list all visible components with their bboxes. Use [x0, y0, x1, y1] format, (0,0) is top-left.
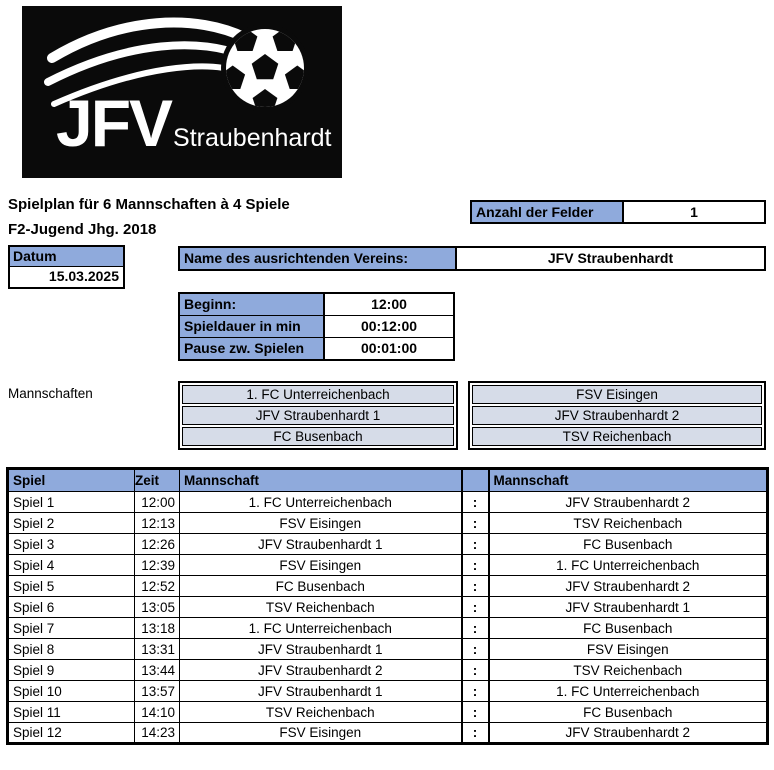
logo-wordmark — [56, 86, 332, 160]
team-cell: JFV Straubenhardt 1 — [182, 406, 454, 425]
page-title: Spielplan für 6 Mannschaften à 4 Spiele — [8, 196, 290, 213]
match-time-cell: 14:23 — [135, 723, 180, 744]
away-team-cell: FC Busenbach — [489, 702, 768, 723]
home-team-cell: FSV Eisingen — [180, 723, 462, 744]
match-number-cell: Spiel 8 — [8, 639, 135, 660]
match-time-cell: 12:39 — [135, 555, 180, 576]
away-team-cell: TSV Reichenbach — [489, 513, 768, 534]
match-number-cell: Spiel 6 — [8, 597, 135, 618]
date-value: 15.03.2025 — [10, 267, 123, 287]
home-team-cell: 1. FC Unterreichenbach — [180, 618, 462, 639]
home-team-cell: TSV Reichenbach — [180, 702, 462, 723]
score-separator: : — [462, 639, 489, 660]
match-number-cell: Spiel 2 — [8, 513, 135, 534]
match-number-cell: Spiel 10 — [8, 681, 135, 702]
schedule-row — [8, 702, 768, 723]
away-team-cell: FC Busenbach — [489, 534, 768, 555]
team-cell: JFV Straubenhardt 2 — [472, 406, 762, 425]
settings-row-duration — [180, 316, 453, 338]
match-number-cell: Spiel 5 — [8, 576, 135, 597]
away-team-cell: TSV Reichenbach — [489, 660, 768, 681]
match-time-cell: 12:26 — [135, 534, 180, 555]
logo-club-name: Straubenhardt — [173, 124, 332, 152]
home-team-cell: JFV Straubenhardt 1 — [180, 681, 462, 702]
header-spiel: Spiel — [8, 469, 135, 492]
schedule-row — [8, 618, 768, 639]
score-separator: : — [462, 492, 489, 513]
score-separator: : — [462, 534, 489, 555]
duration-label: Spieldauer in min — [180, 316, 325, 337]
schedule-row — [8, 576, 768, 597]
match-number-cell: Spiel 9 — [8, 660, 135, 681]
begin-label: Beginn: — [180, 294, 325, 315]
match-time-cell: 13:18 — [135, 618, 180, 639]
date-box — [8, 245, 125, 289]
match-number-cell: Spiel 4 — [8, 555, 135, 576]
settings-box — [178, 292, 455, 361]
swoosh-line-1 — [52, 23, 246, 58]
score-separator: : — [462, 681, 489, 702]
away-team-cell: FSV Eisingen — [489, 639, 768, 660]
home-team-cell: FC Busenbach — [180, 576, 462, 597]
header-separator — [462, 469, 489, 492]
home-team-cell: JFV Straubenhardt 1 — [180, 639, 462, 660]
home-team-cell: FSV Eisingen — [180, 555, 462, 576]
duration-value: 00:12:00 — [325, 316, 453, 337]
match-number-cell: Spiel 1 — [8, 492, 135, 513]
date-label: Datum — [10, 247, 123, 267]
header-mannschaft-away: Mannschaft — [489, 469, 768, 492]
match-time-cell: 13:57 — [135, 681, 180, 702]
match-number-cell: Spiel 7 — [8, 618, 135, 639]
away-team-cell: JFV Straubenhardt 2 — [489, 576, 768, 597]
settings-row-begin — [180, 294, 453, 316]
match-number-cell: Spiel 12 — [8, 723, 135, 744]
home-team-cell: TSV Reichenbach — [180, 597, 462, 618]
fields-count-value: 1 — [624, 202, 764, 222]
logo-abbr: JFV — [56, 86, 172, 160]
away-team-cell: JFV Straubenhardt 2 — [489, 723, 768, 744]
schedule-body — [8, 492, 768, 744]
pause-value: 00:01:00 — [325, 338, 453, 359]
header-mannschaft-home: Mannschaft — [180, 469, 462, 492]
fields-count-box — [470, 200, 766, 224]
schedule-header-row — [8, 469, 768, 492]
match-time-cell: 13:44 — [135, 660, 180, 681]
match-number-cell: Spiel 11 — [8, 702, 135, 723]
schedule-row — [8, 534, 768, 555]
swoosh-line-2 — [48, 45, 244, 82]
schedule-row — [8, 723, 768, 744]
team-cell: TSV Reichenbach — [472, 427, 762, 446]
team-cell: FSV Eisingen — [472, 385, 762, 404]
match-time-cell: 13:31 — [135, 639, 180, 660]
away-team-cell: FC Busenbach — [489, 618, 768, 639]
teams-section-label: Mannschaften — [8, 386, 93, 401]
settings-row-pause — [180, 338, 453, 359]
schedule-row — [8, 639, 768, 660]
score-separator: : — [462, 576, 489, 597]
teams-left-box — [178, 381, 458, 450]
host-club-box — [178, 246, 766, 271]
host-club-value: JFV Straubenhardt — [457, 248, 764, 269]
schedule-row — [8, 513, 768, 534]
away-team-cell: JFV Straubenhardt 1 — [489, 597, 768, 618]
match-time-cell: 12:13 — [135, 513, 180, 534]
home-team-cell: JFV Straubenhardt 2 — [180, 660, 462, 681]
match-time-cell: 12:52 — [135, 576, 180, 597]
schedule-table — [6, 467, 769, 745]
score-separator: : — [462, 702, 489, 723]
score-separator: : — [462, 723, 489, 744]
teams-right-box — [468, 381, 766, 450]
fields-count-label: Anzahl der Felder — [472, 202, 624, 222]
team-cell: FC Busenbach — [182, 427, 454, 446]
home-team-cell: FSV Eisingen — [180, 513, 462, 534]
home-team-cell: JFV Straubenhardt 1 — [180, 534, 462, 555]
club-logo — [22, 6, 342, 178]
match-time-cell: 13:05 — [135, 597, 180, 618]
schedule-row — [8, 597, 768, 618]
score-separator: : — [462, 660, 489, 681]
schedule-row — [8, 681, 768, 702]
schedule-row — [8, 660, 768, 681]
schedule-row — [8, 555, 768, 576]
away-team-cell: 1. FC Unterreichenbach — [489, 681, 768, 702]
score-separator: : — [462, 513, 489, 534]
home-team-cell: 1. FC Unterreichenbach — [180, 492, 462, 513]
schedule-row — [8, 492, 768, 513]
team-cell: 1. FC Unterreichenbach — [182, 385, 454, 404]
page-subtitle: F2-Jugend Jhg. 2018 — [8, 221, 157, 238]
header-zeit: Zeit — [135, 469, 180, 492]
match-time-cell: 14:10 — [135, 702, 180, 723]
pause-label: Pause zw. Spielen — [180, 338, 325, 359]
begin-value: 12:00 — [325, 294, 453, 315]
match-number-cell: Spiel 3 — [8, 534, 135, 555]
away-team-cell: 1. FC Unterreichenbach — [489, 555, 768, 576]
host-club-label: Name des ausrichtenden Vereins: — [180, 248, 457, 269]
score-separator: : — [462, 555, 489, 576]
score-separator: : — [462, 597, 489, 618]
match-time-cell: 12:00 — [135, 492, 180, 513]
away-team-cell: JFV Straubenhardt 2 — [489, 492, 768, 513]
score-separator: : — [462, 618, 489, 639]
